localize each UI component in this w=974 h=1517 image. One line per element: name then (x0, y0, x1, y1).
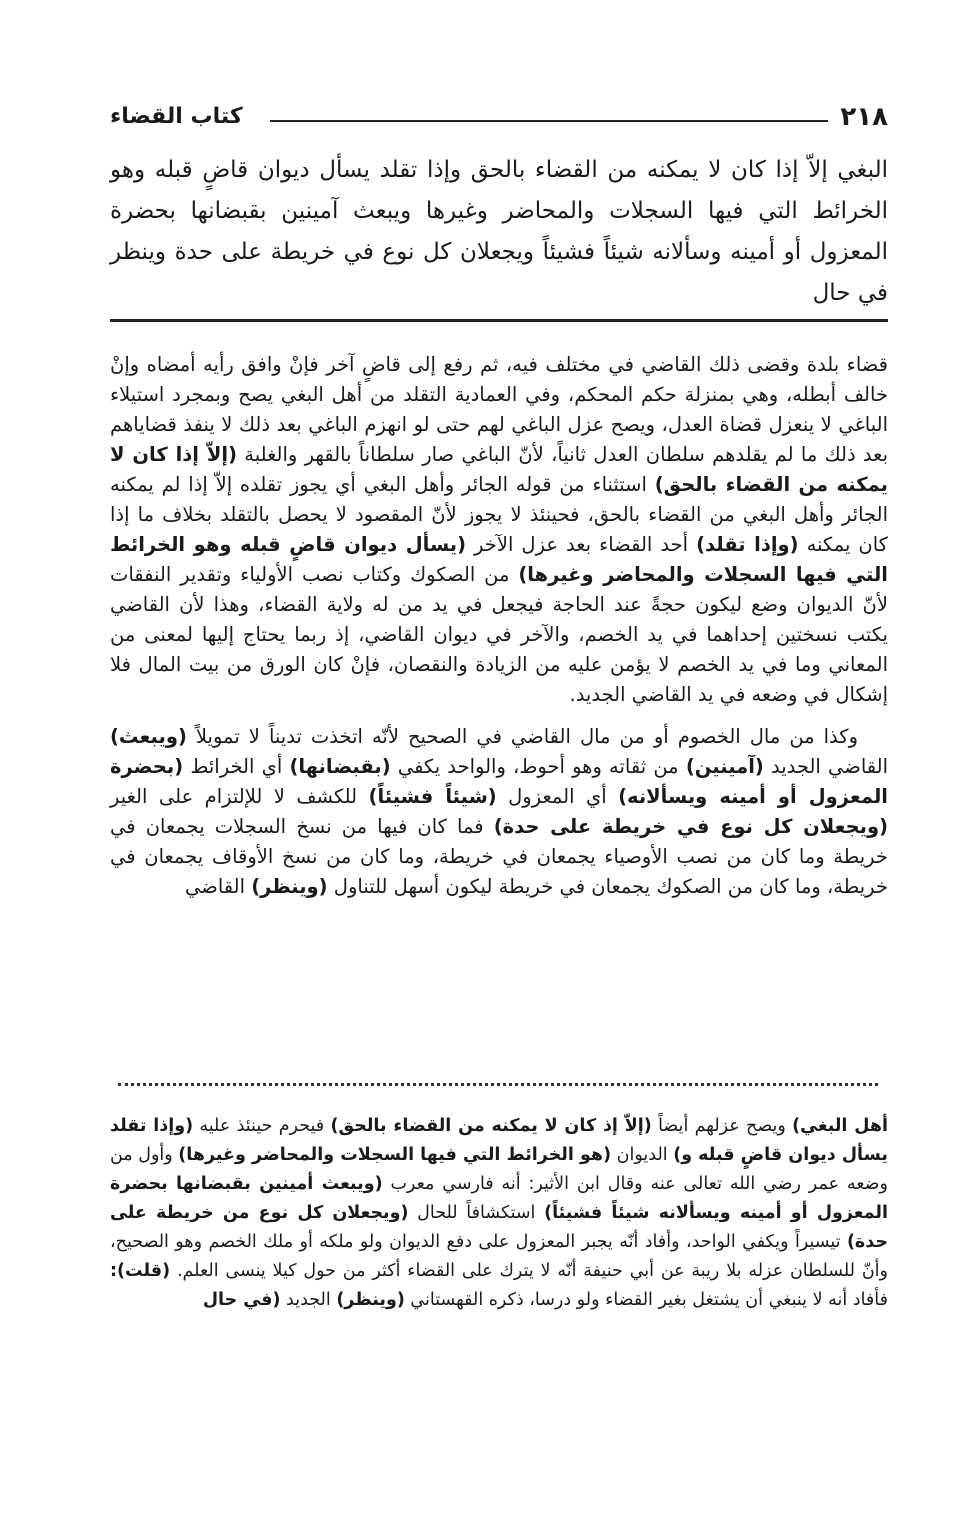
quoted-matn: (بحضرة المعزول أو أمينه ويسألانه) (110, 755, 888, 808)
commentary-paragraph: وكذا من مال الخصوم أو من مال القاضي في الصحيح لأنّه اتخذت تديناً لا تمويلاً (ويبعث) القاضي الجديد (آمينين) من ثقاته وهو أحوط، والواحد يكفي (بقبضانها) أي الخرائط (بحضرة المعزول أو أمينه ويسألانه) أي المعزول (شيئاً فشيئاً) للكشف لا للإلتزام على الغير (ويجعلان كل نوع في خريطة على حدة) فما كان فيها من نسخ السجلات يجمعان في خريطة وما كان من نصب الأوصياء يجمعان في خريطة، وما كان من نسخ الأوقاف يجمعان في خريطة، وما كان من الصكوك يجمعان في خريطة ليكون أسهل للتناول (وينظر) القاضي (110, 725, 889, 898)
commentary-paragraph: قضاء بلدة وقضى ذلك القاضي في مختلف فيه، ثم رفع إلى قاضٍ آخر فإنْ وافق رأيه أمضاه وإنْ خالف أبطله، وهي بمنزلة حكم المحكم، وفي العمادية التقلد من أهل البغي يصح وبمجرد استيلاء الباغي لا ينعزل قضاة العدل، ويصح عزل الباغي لهم حتى لو انهزم الباغي بعد ذلك لا ينفذ قضاياهم بعد ذلك ما لم يقلدهم سلطان العدل ثانياً، لأنّ الباغي صار سلطاناً بالقهر والغلبة (إلاّ إذا كان لا يمكنه من القضاء بالحق) استثناء من قوله الجائر وأهل البغي أي يجوز تقلده إلاّ إذا لم يمكنه الجائر وأهل البغي من القضاء بالحق، فحينئذ لا يجوز لأنّ المقصود لا يحصل بالتقلد بخلاف ما إذا كان يمكنه (وإذا تقلد) أحد القضاء بعد عزل الآخر (يسأل ديوان قاضٍ قبله وهو الخرائط التي فيها السجلات والمحاضر وغيرها) من الصكوك وكتاب نصب الأولياء وتقدير النفقات لأنّ الديوان وضع ليكون حجةً عند الحاجة فيجعل في يد من له ولاية القضاء، وهذا لأن القاضي يكتب نسختين إحداهما في يد الخصم، والآخر في ديوان القاضي، إذ ربما يحتاج إليها لمعنى من المعاني وما في يد الخصم لا يؤمن عليه من الزيادة والنقصان، فإنْ كان الورق من بيت المال فلا إشكال في وضعه في يد القاضي الجديد. (110, 353, 889, 706)
quoted-matn: (وإذا تقلد يسأل ديوان قاضٍ قبله و) (110, 1116, 888, 1165)
quoted-matn: (في حال (202, 1290, 281, 1310)
main-text: البغي إلاّ إذا كان لا يمكنه من القضاء بالحق وإذا تقلد يسأل ديوان قاضٍ قبله وهو الخرائط التي فيها السجلات والمحاضر وغيرها ويبعث آمينين بقبضانها بحضرة المعزول أو أمينه وسألانه شيئاً فشيئاً ويجعلان كل نوع في خريطة على حدة وينظر في حال (110, 157, 888, 306)
quoted-matn: (بقبضانها) (289, 755, 391, 778)
page-header (110, 100, 888, 140)
quoted-matn: (شيئاً فشيئاً) (368, 785, 497, 808)
quoted-matn: (إلاّ إذ كان لا يمكنه من القضاء بالحق) (330, 1116, 652, 1136)
quoted-matn: (وينظر) (251, 875, 328, 898)
footnote-text: أهل البغي) ويصح عزلهم أيضاً (إلاّ إذ كان لا يمكنه من القضاء بالحق) فيحرم حينئذ عليه (وإذا تقلد يسأل ديوان قاضٍ قبله و) الديوان (هو الخرائط التي فيها السجلات والمحاضر وغيرها) وأول من وضعه عمر رضي الله تعالى عنه وقال ابن الأثير: أنه فارسي معرب (ويبعث أمينين بقبضانها بحضرة المعزول أو أمينه ويسألانه شيئاً فشيئاً) استكشافاً للحال (ويجعلان كل نوع من خريطة على حدة) تيسيراً ويكفي الواحد، وأفاد أنّه يجبر المعزول على دفع الديوان ولو ملكه أو ملك الخصم وهو الصحيح، وأنّ للسلطان عزله بلا ريبة عن أبي حنيفة أنّه لا يترك على القضاء أكثر من حول كيلا ينسى العلم. (قلت): فأفاد أنه لا ينبغي أن يشتغل بغير القضاء ولو درسا، ذكره القهستاني (وينظر) الجديد (في حال (109, 1116, 888, 1310)
quoted-matn: (قلت): (110, 1261, 171, 1281)
commentary (110, 350, 888, 902)
quoted-matn: (وينظر) (336, 1290, 405, 1310)
header-rule (270, 120, 828, 122)
quoted-matn: (ويجعلان كل نوع في خريطة على حدة) (493, 815, 888, 838)
quoted-matn: (ويبعث) (110, 725, 187, 748)
book-title: كتاب القضاء (110, 104, 243, 129)
quoted-matn: (يسأل ديوان قاضٍ قبله وهو الخرائط التي فيها السجلات والمحاضر وغيرها) (110, 533, 888, 586)
quoted-matn: (ويجعلان كل نوع من خريطة على حدة) (110, 1203, 888, 1252)
quoted-matn: (هو الخرائط التي فيها السجلات والمحاضر وغيرها) (178, 1145, 612, 1165)
page-number: ٢١٨ (840, 102, 888, 132)
section-divider (110, 319, 888, 322)
quoted-matn: (وإذا تقلد) (696, 533, 799, 556)
footnote-divider (118, 1083, 878, 1086)
quoted-matn: أهل البغي) (792, 1116, 888, 1136)
quoted-matn: (إلاّ إذا كان لا يمكنه من القضاء بالحق) (110, 443, 888, 496)
quoted-matn: (ويبعث أمينين بقبضانها بحضرة المعزول أو أمينه ويسألانه شيئاً فشيئاً) (110, 1174, 888, 1223)
quoted-matn: (آمينين) (685, 755, 764, 778)
